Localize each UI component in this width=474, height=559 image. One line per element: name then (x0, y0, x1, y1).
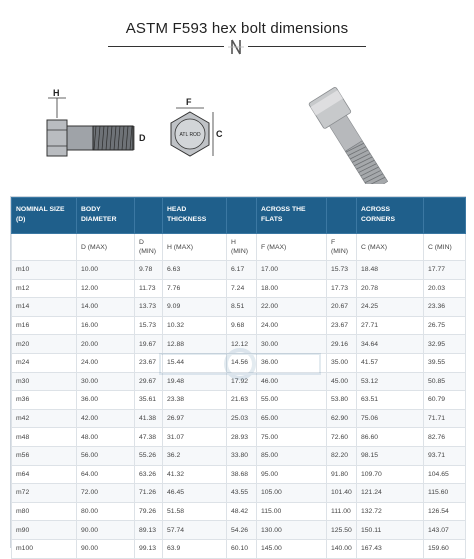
value-cell: 53.80 (327, 391, 357, 410)
value-cell: 125.50 (327, 521, 357, 540)
value-cell: 26.75 (424, 316, 466, 335)
value-cell: 12.12 (227, 335, 257, 354)
group-header-row (12, 198, 466, 234)
value-cell: 20.78 (357, 279, 424, 298)
value-cell: 24.00 (257, 316, 327, 335)
value-cell: 41.38 (135, 409, 163, 428)
dimensions-table-container (10, 196, 466, 553)
value-cell: 10.00 (77, 261, 135, 280)
table-row (12, 465, 466, 484)
table-row (12, 335, 466, 354)
dimensions-table (11, 197, 466, 559)
value-cell: 47.38 (135, 428, 163, 447)
header-empty (135, 198, 163, 234)
value-cell: 41.32 (163, 465, 227, 484)
table-row (12, 409, 466, 428)
value-cell: 132.72 (357, 502, 424, 521)
value-cell: 167.43 (357, 539, 424, 558)
value-cell: 25.03 (227, 409, 257, 428)
table-body (12, 261, 466, 559)
value-cell: 46.45 (163, 484, 227, 503)
value-cell: 28.93 (227, 428, 257, 447)
nominal-size-cell: m48 (12, 428, 77, 447)
value-cell: 7.76 (163, 279, 227, 298)
table-row (12, 502, 466, 521)
sub-header-cell: C (MAX) (357, 234, 424, 261)
nominal-size-cell: m36 (12, 391, 77, 410)
value-cell: 33.80 (227, 446, 257, 465)
nominal-size-cell: m24 (12, 353, 77, 372)
value-cell: 32.95 (424, 335, 466, 354)
value-cell: 71.26 (135, 484, 163, 503)
value-cell: 24.25 (357, 298, 424, 317)
label-h: H (53, 88, 60, 98)
value-cell: 109.70 (357, 465, 424, 484)
table-row (12, 521, 466, 540)
value-cell: 115.60 (424, 484, 466, 503)
header-body-diameter: BODY DIAMETER (77, 198, 135, 234)
nominal-size-cell: m42 (12, 409, 77, 428)
value-cell: 30.00 (257, 335, 327, 354)
value-cell: 27.71 (357, 316, 424, 335)
value-cell: 150.11 (357, 521, 424, 540)
value-cell: 57.74 (163, 521, 227, 540)
value-cell: 6.63 (163, 261, 227, 280)
page-title: ASTM F593 hex bolt dimensions (125, 20, 349, 37)
value-cell: 20.03 (424, 279, 466, 298)
value-cell: 31.07 (163, 428, 227, 447)
value-cell: 91.80 (327, 465, 357, 484)
nominal-size-cell: m20 (12, 335, 77, 354)
value-cell: 29.67 (135, 372, 163, 391)
value-cell: 9.68 (227, 316, 257, 335)
value-cell: 18.48 (357, 261, 424, 280)
bolt-side-view-icon (47, 98, 134, 156)
value-cell: 89.13 (135, 521, 163, 540)
value-cell: 36.2 (163, 446, 227, 465)
value-cell: 140.00 (327, 539, 357, 558)
bolt-drawings (0, 84, 474, 184)
table-row (12, 391, 466, 410)
value-cell: 21.63 (227, 391, 257, 410)
value-cell: 45.00 (327, 372, 357, 391)
value-cell: 93.71 (424, 446, 466, 465)
table-row (12, 484, 466, 503)
value-cell: 75.00 (257, 428, 327, 447)
value-cell: 41.57 (357, 353, 424, 372)
value-cell: 38.68 (227, 465, 257, 484)
value-cell: 9.09 (163, 298, 227, 317)
value-cell: 9.78 (135, 261, 163, 280)
bolt-photo-icon (308, 87, 392, 184)
value-cell: 19.67 (135, 335, 163, 354)
value-cell: 90.00 (77, 521, 135, 540)
value-cell: 64.00 (77, 465, 135, 484)
value-cell: 17.00 (257, 261, 327, 280)
value-cell: 75.06 (357, 409, 424, 428)
value-cell: 17.77 (424, 261, 466, 280)
value-cell: 48.42 (227, 502, 257, 521)
sub-header-cell (12, 234, 77, 261)
value-cell: 14.00 (77, 298, 135, 317)
value-cell: 24.00 (77, 353, 135, 372)
head-mark: ATL ROD (179, 132, 201, 138)
value-cell: 35.61 (135, 391, 163, 410)
sub-header-cell: C (MIN) (424, 234, 466, 261)
value-cell: 11.73 (135, 279, 163, 298)
sub-header-cell: H (MAX) (163, 234, 227, 261)
nominal-size-cell: m56 (12, 446, 77, 465)
header-empty (227, 198, 257, 234)
value-cell: 16.00 (77, 316, 135, 335)
value-cell: 12.88 (163, 335, 227, 354)
header-nominal-size: NOMINAL SIZE (D) (12, 198, 77, 234)
value-cell: 80.00 (77, 502, 135, 521)
value-cell: 20.00 (77, 335, 135, 354)
value-cell: 82.20 (327, 446, 357, 465)
sub-header-cell: F (MAX) (257, 234, 327, 261)
value-cell: 130.00 (257, 521, 327, 540)
value-cell: 63.51 (357, 391, 424, 410)
value-cell: 159.60 (424, 539, 466, 558)
header-across-corners: ACROSS CORNERS (357, 198, 424, 234)
value-cell: 71.71 (424, 409, 466, 428)
value-cell: 56.00 (77, 446, 135, 465)
value-cell: 63.26 (135, 465, 163, 484)
sub-header-cell: D (MAX) (77, 234, 135, 261)
header-empty (424, 198, 466, 234)
value-cell: 23.36 (424, 298, 466, 317)
value-cell: 65.00 (257, 409, 327, 428)
value-cell: 95.00 (257, 465, 327, 484)
value-cell: 10.32 (163, 316, 227, 335)
table-row (12, 539, 466, 558)
value-cell: 60.79 (424, 391, 466, 410)
value-cell: 72.00 (77, 484, 135, 503)
nominal-size-cell: m12 (12, 279, 77, 298)
nominal-size-cell: m90 (12, 521, 77, 540)
value-cell: 143.07 (424, 521, 466, 540)
sub-header-cell: F (MIN) (327, 234, 357, 261)
table-row (12, 353, 466, 372)
nominal-size-cell: m16 (12, 316, 77, 335)
value-cell: 15.73 (135, 316, 163, 335)
value-cell: 54.26 (227, 521, 257, 540)
value-cell: 36.00 (257, 353, 327, 372)
value-cell: 55.00 (257, 391, 327, 410)
nominal-size-cell: m14 (12, 298, 77, 317)
value-cell: 42.00 (77, 409, 135, 428)
value-cell: 14.56 (227, 353, 257, 372)
value-cell: 23.38 (163, 391, 227, 410)
value-cell: 50.85 (424, 372, 466, 391)
label-f: F (186, 97, 192, 107)
value-cell: 60.10 (227, 539, 257, 558)
value-cell: 18.00 (257, 279, 327, 298)
value-cell: 85.00 (257, 446, 327, 465)
value-cell: 35.00 (327, 353, 357, 372)
value-cell: 13.73 (135, 298, 163, 317)
value-cell: 51.58 (163, 502, 227, 521)
nominal-size-cell: m72 (12, 484, 77, 503)
value-cell: 36.00 (77, 391, 135, 410)
header-across-flats: ACROSS THE FLATS (257, 198, 327, 234)
value-cell: 23.67 (135, 353, 163, 372)
value-cell: 23.67 (327, 316, 357, 335)
value-cell: 53.12 (357, 372, 424, 391)
value-cell: 22.00 (257, 298, 327, 317)
value-cell: 17.92 (227, 372, 257, 391)
sub-header-cell: D (MIN) (135, 234, 163, 261)
nominal-size-cell: m10 (12, 261, 77, 280)
value-cell: 145.00 (257, 539, 327, 558)
value-cell: 30.00 (77, 372, 135, 391)
table-row (12, 261, 466, 280)
value-cell: 46.00 (257, 372, 327, 391)
value-cell: 115.00 (257, 502, 327, 521)
value-cell: 8.51 (227, 298, 257, 317)
value-cell: 43.55 (227, 484, 257, 503)
value-cell: 29.16 (327, 335, 357, 354)
table-row (12, 372, 466, 391)
value-cell: 19.48 (163, 372, 227, 391)
value-cell: 126.54 (424, 502, 466, 521)
value-cell: 15.44 (163, 353, 227, 372)
value-cell: 104.65 (424, 465, 466, 484)
value-cell: 26.97 (163, 409, 227, 428)
label-c: C (216, 129, 223, 139)
header-head-thickness: HEAD THICKNESS (163, 198, 227, 234)
value-cell: 7.24 (227, 279, 257, 298)
value-cell: 98.15 (357, 446, 424, 465)
value-cell: 86.60 (357, 428, 424, 447)
value-cell: 79.26 (135, 502, 163, 521)
value-cell: 111.00 (327, 502, 357, 521)
value-cell: 55.26 (135, 446, 163, 465)
value-cell: 99.13 (135, 539, 163, 558)
nominal-size-cell: m100 (12, 539, 77, 558)
label-d: D (139, 133, 146, 143)
logo-icon (224, 38, 248, 56)
table-row (12, 298, 466, 317)
value-cell: 39.55 (424, 353, 466, 372)
table-row (12, 446, 466, 465)
value-cell: 20.67 (327, 298, 357, 317)
table-row (12, 279, 466, 298)
value-cell: 17.73 (327, 279, 357, 298)
value-cell: 34.64 (357, 335, 424, 354)
value-cell: 6.17 (227, 261, 257, 280)
nominal-size-cell: m80 (12, 502, 77, 521)
value-cell: 82.76 (424, 428, 466, 447)
value-cell: 105.00 (257, 484, 327, 503)
sub-header-cell: H (MIN) (227, 234, 257, 261)
value-cell: 90.00 (77, 539, 135, 558)
value-cell: 101.40 (327, 484, 357, 503)
nominal-size-cell: m64 (12, 465, 77, 484)
value-cell: 121.24 (357, 484, 424, 503)
table-row (12, 428, 466, 447)
header-empty (327, 198, 357, 234)
value-cell: 63.9 (163, 539, 227, 558)
table-row (12, 316, 466, 335)
sub-header-row (12, 234, 466, 261)
value-cell: 48.00 (77, 428, 135, 447)
value-cell: 72.60 (327, 428, 357, 447)
nominal-size-cell: m30 (12, 372, 77, 391)
value-cell: 62.90 (327, 409, 357, 428)
value-cell: 15.73 (327, 261, 357, 280)
value-cell: 12.00 (77, 279, 135, 298)
